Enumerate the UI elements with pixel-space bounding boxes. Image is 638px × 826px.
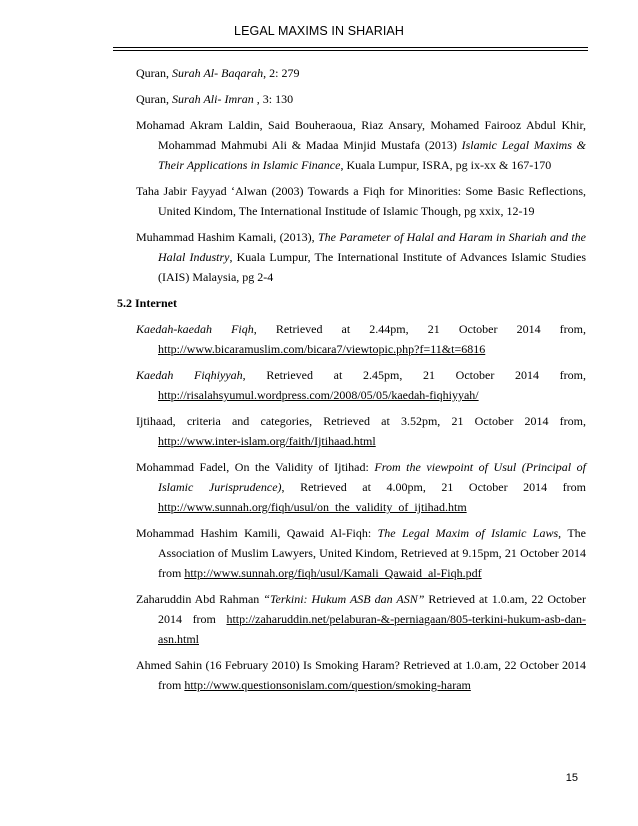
reference-entry [136, 655, 586, 695]
reference-text: , Retrieved at 2.45pm, 21 October 2014 from, [242, 368, 586, 382]
reference-entry [136, 227, 586, 287]
reference-entry [136, 181, 586, 221]
references-body [0, 63, 638, 701]
reference-text: Ahmed Sahin (16 February 2010) Is Smoking Haram? Retrieved at 1.0.am, 22 October 2014 from [136, 658, 586, 692]
internet-references-list [0, 319, 638, 695]
reference-link[interactable]: http://www.sunnah.org/fiqh/usul/Kamali_Qawaid_al-Fiqh.pdf [184, 566, 482, 580]
reference-text: Taha Jabir Fayyad ‘Alwan (2003) Towards a Fiqh for Minorities: Some Basic Reflections, United Kindom, The International Institude of Islamic Though, pg xxix, 12-19 [136, 184, 586, 218]
reference-title: Kaedah-kaedah Fiqh [136, 322, 254, 336]
running-header: LEGAL MAXIMS IN SHARIAH [234, 24, 404, 38]
reference-link[interactable]: http://zaharuddin.net/pelaburan-&-perniagaan/805-terkini-hukum-asb-dan-asn.html [158, 612, 586, 646]
reference-text: Mohammad Hashim Kamili, Qawaid Al-Fiqh: [136, 526, 378, 540]
reference-title: The Parameter of Halal and Haram in Shariah and the Halal Industry [158, 230, 586, 264]
reference-entry [136, 457, 586, 517]
reference-text: Zaharuddin Abd Rahman [136, 592, 264, 606]
reference-entry [136, 523, 586, 583]
reference-title: Kaedah Fiqhiyyah [136, 368, 243, 382]
reference-title: The Legal Maxim of Islamic Laws [377, 526, 559, 540]
reference-entry [136, 89, 586, 109]
reference-text: Quran, [136, 92, 172, 106]
reference-text: , 2: 279 [263, 66, 300, 80]
reference-title: Surah Ali- Imran [172, 92, 254, 106]
reference-title: From the viewpoint of Usul (Principal of Islamic Jurisprudence) [158, 460, 586, 494]
reference-text: Ijtihaad, criteria and categories, Retrieved at 3.52pm, 21 October 2014 from, [136, 414, 586, 428]
reference-text: Quran, [136, 66, 172, 80]
reference-entry [136, 589, 586, 649]
header-rule-thin [113, 50, 588, 51]
reference-title: “Terkini: Hukum ASB dan ASN” [263, 592, 425, 606]
reference-text: Retrieved at 1.0.am, 22 October 2014 from [158, 592, 586, 626]
reference-text: , Kuala Lumpur, The International Institute of Advances Islamic Studies (IAIS) Malaysia, pg 2-4 [158, 250, 586, 284]
reference-entry [136, 411, 586, 451]
references-list [0, 63, 638, 287]
reference-link[interactable]: http://www.questionsonislam.com/question/smoking-haram [184, 678, 471, 692]
reference-text: Mohammad Fadel, On the Validity of Ijtihad: [136, 460, 375, 474]
page-number: 15 [565, 772, 578, 784]
section-heading: 5.2 Internet [117, 296, 177, 310]
reference-text: Muhammad Hashim Kamali, (2013), [136, 230, 318, 244]
reference-link[interactable]: http://www.sunnah.org/fiqh/usul/on_the_validity_of_ijtihad.htm [158, 500, 467, 514]
reference-text: , 3: 130 [253, 92, 294, 106]
reference-entry [136, 365, 586, 405]
header-rule [113, 47, 588, 48]
reference-title: Surah Al- Baqarah [172, 66, 264, 80]
reference-link[interactable]: http://risalahsyumul.wordpress.com/2008/05/05/kaedah-fiqhiyyah/ [158, 388, 479, 402]
reference-text: , The Association of Muslim Lawyers, United Kindom, Retrieved at 9.15pm, 21 October 2014 from [158, 526, 586, 580]
reference-text: , Kuala Lumpur, ISRA, pg ix-xx & 167-170 [340, 158, 552, 172]
reference-link[interactable]: http://www.inter-islam.org/faith/Ijtihaad.html [158, 434, 376, 448]
reference-text: , Retrieved at 2.44pm, 21 October 2014 from, [253, 322, 586, 336]
reference-entry [136, 115, 586, 175]
reference-text: , Retrieved at 4.00pm, 21 October 2014 from [281, 480, 586, 494]
reference-link[interactable]: http://www.bicaramuslim.com/bicara7/viewtopic.php?f=11&t=6816 [158, 342, 486, 356]
reference-entry [136, 319, 586, 359]
reference-text: Mohamad Akram Laldin, Said Bouheraoua, Riaz Ansary, Mohamed Fairooz Abdul Khir, Mohammad Mahmubi Ali & Madaa Minjid Mustafa (2013) [136, 118, 586, 152]
reference-entry [136, 63, 586, 83]
reference-title: Islamic Legal Maxims & Their Applications in Islamic Finance [158, 138, 586, 172]
